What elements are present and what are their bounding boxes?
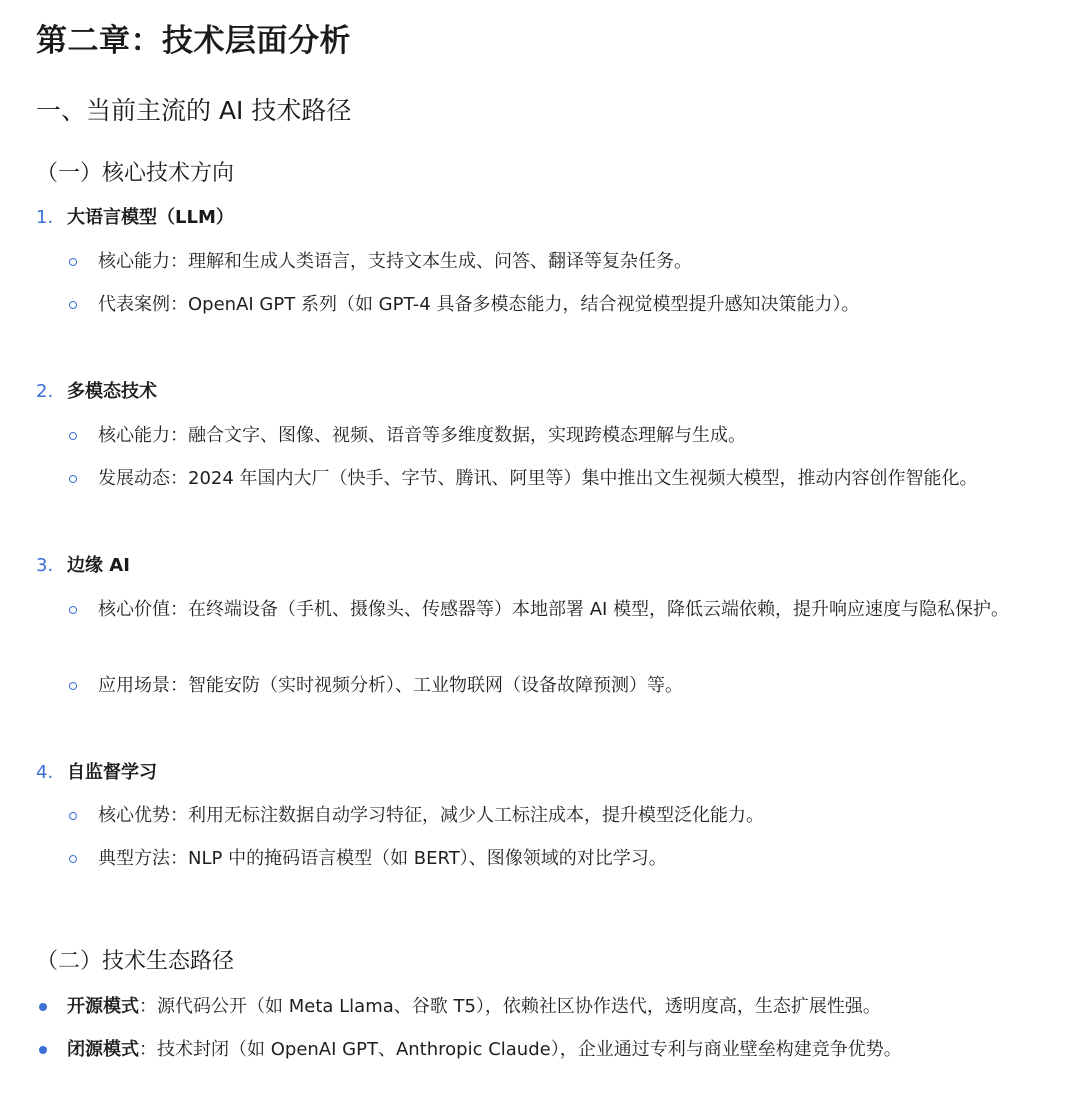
- bullet-item-closed-source: [67, 1037, 902, 1063]
- sub-item: 典型方法：NLP 中的掩码语言模型（如 BERT）、图像领域的对比学习。: [98, 848, 667, 869]
- hollow-bullet-icon: [69, 812, 77, 820]
- bullet-dot-icon: [39, 1046, 47, 1054]
- bullet-text: ：源代码公开（如 Meta Llama、谷歌 T5），依赖社区协作迭代，透明度高，生态扩展性强。: [139, 996, 881, 1017]
- sub-item: 核心价值：在终端设备（手机、摄像头、传感器等）本地部署 AI 模型，降低云端依赖，提升响应速度与隐私保护。: [98, 599, 1010, 620]
- list-number: 3.: [36, 555, 54, 576]
- hollow-bullet-icon: [69, 475, 77, 483]
- bullet-dot-icon: [39, 1003, 47, 1011]
- bullet-item-open-source: [67, 994, 881, 1020]
- item-title-multimodal: 多模态技术: [67, 381, 157, 402]
- item-title-self-supervised: 自监督学习: [67, 762, 157, 783]
- subsection-title-ecosystem: （二）技术生态路径: [36, 949, 235, 974]
- hollow-bullet-icon: [69, 258, 77, 266]
- item-title-llm: 大语言模型（LLM）: [67, 207, 234, 228]
- sub-item: 核心能力：融合文字、图像、视频、语音等多维度数据，实现跨模态理解与生成。: [98, 425, 746, 446]
- hollow-bullet-icon: [69, 432, 77, 440]
- list-number: 1.: [36, 207, 54, 228]
- bullet-text: ：技术封闭（如 OpenAI GPT、Anthropic Claude），企业通过专利与商业壁垒构建竞争优势。: [139, 1039, 902, 1060]
- sub-item: 代表案例：OpenAI GPT 系列（如 GPT-4 具备多模态能力，结合视觉模型提升感知决策能力）。: [98, 294, 860, 315]
- sub-item: 核心优势：利用无标注数据自动学习特征，减少人工标注成本，提升模型泛化能力。: [98, 805, 764, 826]
- sub-item: 发展动态：2024 年国内大厂（快手、字节、腾讯、阿里等）集中推出文生视频大模型，推动内容创作智能化。: [98, 468, 978, 489]
- hollow-bullet-icon: [69, 606, 77, 614]
- list-number: 4.: [36, 762, 54, 783]
- bullet-label: 闭源模式: [67, 1039, 139, 1060]
- sub-item: 应用场景：智能安防（实时视频分析）、工业物联网（设备故障预测）等。: [98, 675, 683, 696]
- subsection-title-core-directions: （一）核心技术方向: [36, 161, 235, 186]
- chapter-title: 第二章：技术层面分析: [36, 23, 351, 59]
- hollow-bullet-icon: [69, 301, 77, 309]
- item-title-edge-ai: 边缘 AI: [67, 555, 130, 576]
- hollow-bullet-icon: [69, 682, 77, 690]
- section-title: 一、当前主流的 AI 技术路径: [36, 96, 352, 125]
- sub-item: 核心能力：理解和生成人类语言，支持文本生成、问答、翻译等复杂任务。: [98, 251, 692, 272]
- hollow-bullet-icon: [69, 855, 77, 863]
- bullet-label: 开源模式: [67, 996, 139, 1017]
- list-number: 2.: [36, 381, 54, 402]
